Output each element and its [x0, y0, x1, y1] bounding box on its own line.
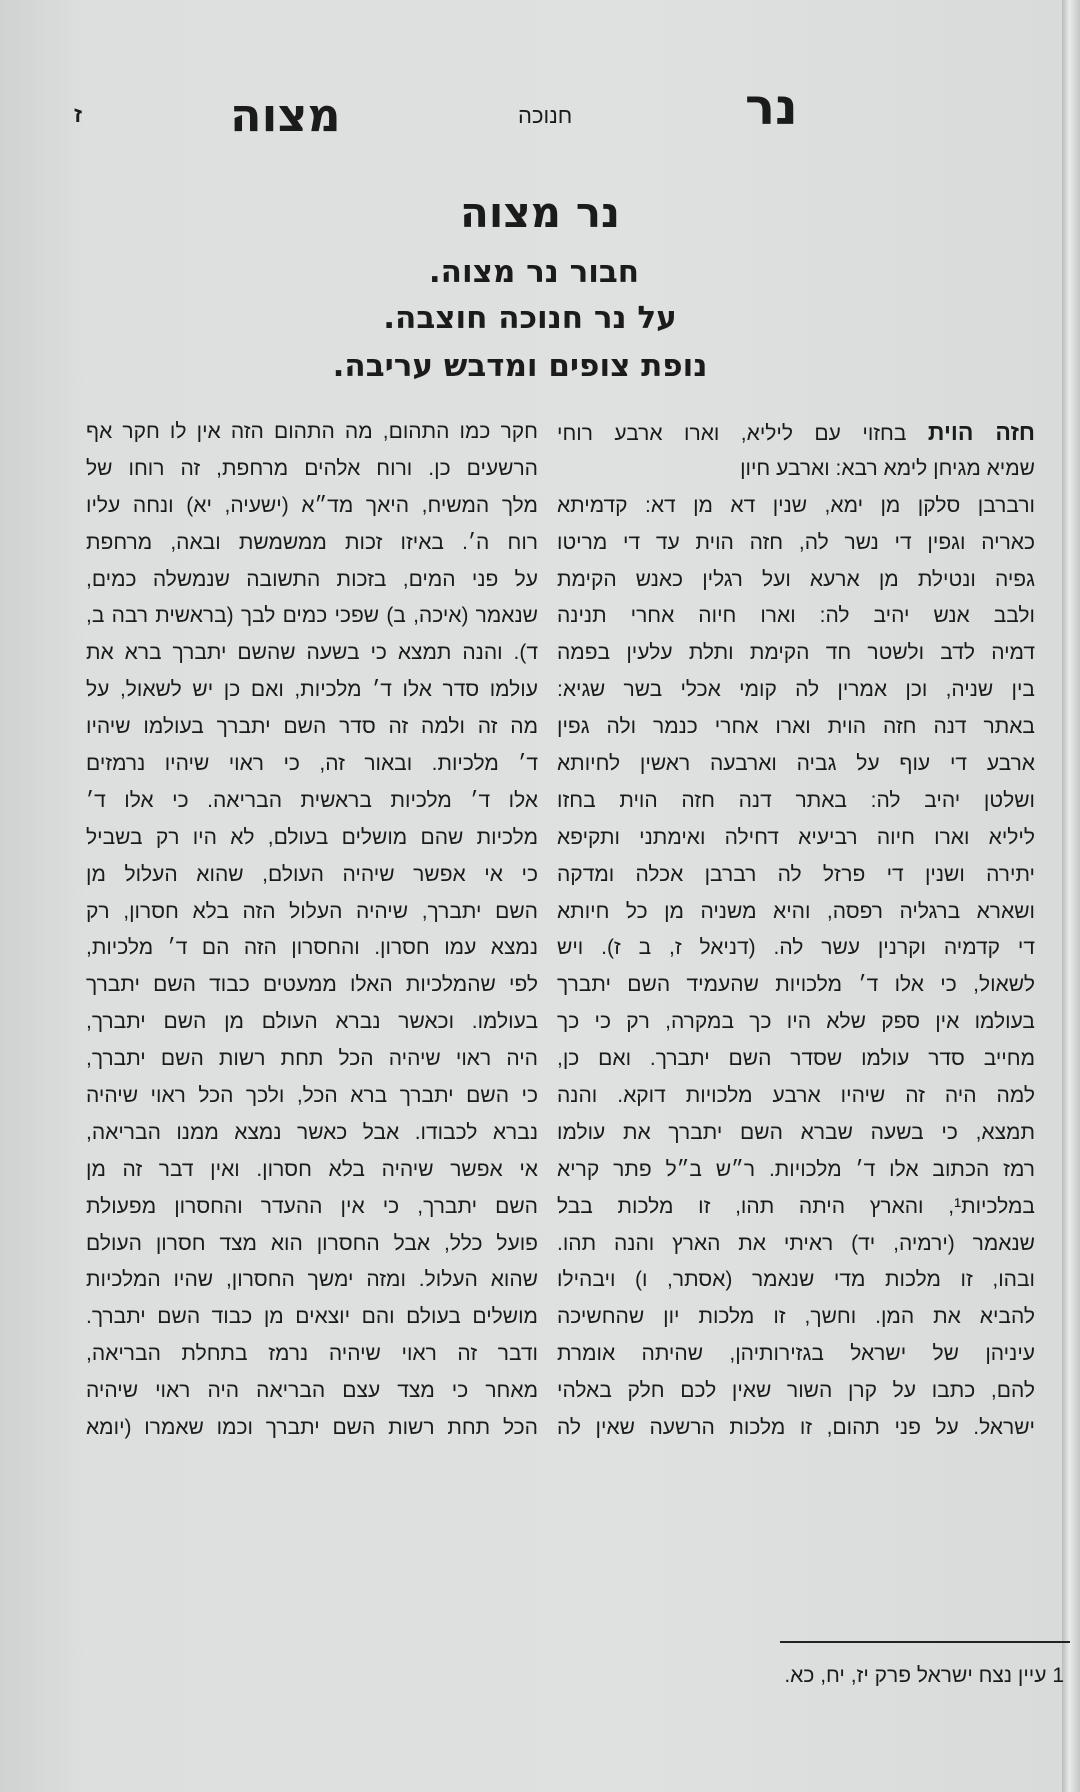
text-line: אלו ד׳ מלכיות בראשית הבריאה. כי אלו ד׳ — [86, 788, 538, 812]
text-line: בעולמו. וכאשר נברא העולם מן השם יתברך, — [86, 1010, 538, 1034]
subtitle-line: נופת צופים ומדבש עריבה. — [332, 348, 708, 384]
text-line: מאחר כי מצד עצם הבריאה היה ראוי שיהיה — [86, 1379, 538, 1403]
text-line: במלכיות¹, והארץ היתה תהו, זו מלכות בבל — [557, 1194, 1035, 1218]
text-line: על פני המים, בזכות התשובה שנמשלה כמים, — [86, 567, 538, 591]
line-text: בחזוי עם ליליא, וארו ארבע רוחי — [557, 422, 907, 445]
text-line: הכל תחת רשות השם יתברך וכמו שאמרו (יומא — [86, 1416, 538, 1440]
text-line: ד׳ מלכיות. ובאור זה, כי ראוי שיהיו נרמזים — [86, 752, 538, 776]
text-line: פועל כלל, אבל החסרון הוא מצד חסרון העולם — [86, 1231, 538, 1255]
text-line: ורברבן סלקן מן ימא, שנין דא מן דא: קדמיתא — [557, 493, 1035, 517]
text-line: עיניהן של ישראל בגזירותיהן, שהיתה אומרת — [557, 1342, 1035, 1366]
text-line: באתר דנה חזה הוית וארו אחרי כנמר ולה גפין — [557, 715, 1035, 739]
running-title-right: נר — [745, 78, 798, 136]
text-line: היה ראוי שיהיה הכל תחת רשות השם יתברך, — [86, 1047, 538, 1071]
running-title-left: מצוה — [230, 88, 341, 142]
text-line: מלך המשיח, היאך מד״א (ישעיה, יא) ונחה עליו — [86, 493, 538, 517]
text-line: כאריה וגפין די נשר לה, חזה הוית עד די מריטו — [557, 530, 1035, 554]
text-line: ארבע די עוף על גביה וארבעה ראשין לחיותא — [557, 752, 1035, 776]
text-line: שהוא העלול. ומזה ימשך החסרון, שהיו המלכיות — [86, 1268, 538, 1292]
text-line: ובהו, זו מלכות מדי שנאמר (אסתר, ו) ויבהילו — [557, 1268, 1035, 1292]
text-line: ושלטן יהיב לה: באתר דנה חזה הוית בחזו — [557, 788, 1035, 812]
text-line: אי אפשר שיהיה בלא חסרון. ואין דבר זה מן — [86, 1157, 538, 1181]
text-line: בעולמו אין ספק שלא היו כך במקרה, רק כי כך — [557, 1010, 1035, 1034]
text-line: מושלים בעולם והם יוצאים מן כבוד השם יתברך. — [86, 1305, 538, 1329]
text-line: לשאול, כי אלו ד׳ מלכויות שהעמיד השם יתברך — [557, 973, 1035, 997]
text-line: ולבב אנש יהיב לה: וארו חיוה אחרי תנינה — [557, 604, 1035, 628]
text-line: מלכיות שהם מושלים בעולם, לא היו רק בשביל — [86, 825, 538, 849]
text-line: ושארא ברגליה רפסה, והיא משניה מן כל חיותא — [557, 899, 1035, 923]
text-line: די קדמיה וקרנין עשר לה. (דניאל ז, ב ז). ויש — [557, 936, 1035, 960]
running-center-title: חנוכה — [518, 103, 573, 128]
text-line: תמצא, כי בשעה שברא השם יתברך את עולמו — [557, 1120, 1035, 1144]
text-line: שנאמר (איכה, ב) שפכי כמים לבך (בראשית רבה ב, — [86, 604, 538, 628]
text-line: ליליא וארו חיוה רביעיא דחילה ואימתני ותקיפא — [557, 825, 1035, 849]
text-line: דמיה לדב ולשטר חד הקימת ותלת עלעין בפמה — [557, 641, 1035, 665]
text-line: הרשעים כן. ורוח אלהים מרחפת, זה רוחו של — [86, 456, 538, 480]
text-line: שמיא מגיחן לימא רבא: וארבע חיון — [740, 456, 1035, 480]
text-line: מחייב סדר עולמו שסדר השם יתברך. ואם כן, — [557, 1047, 1035, 1071]
text-line: רוח ה׳. באיזו זכות ממשמשת ובאה, מרחפת — [86, 530, 538, 554]
text-line: יתירה ושנין די פרזל לה רברבן אכלה ומדקה — [557, 862, 1035, 886]
right-text-column — [557, 414, 1035, 1447]
footnote-divider — [780, 1641, 1070, 1643]
subtitle-line: על נר חנוכה חוצבה. — [383, 300, 677, 336]
text-line: למה היה זה שיהיו ארבע מלכויות דוקא. והנה — [557, 1084, 1035, 1108]
text-line: להביא את המן. וחשך, זו מלכות יון שהחשיכה — [557, 1305, 1035, 1329]
page-number: ז — [74, 102, 83, 127]
chapter-title: נר מצוה — [459, 188, 621, 237]
text-line: ודבר זה ראוי שיהיה נרמז בתחלת הבריאה, — [86, 1342, 538, 1366]
text-line: גפיה ונטילת מן ארעא ועל רגלין כאנש הקימת — [557, 567, 1035, 591]
text-line: שנאמר (ירמיה, יד) ראיתי את הארץ והנה תהו. — [557, 1231, 1035, 1255]
lead-words: חזה הוית — [927, 419, 1035, 445]
text-line: עולמו סדר אלו ד׳ מלכיות, ואם כן יש לשאול, על — [86, 678, 538, 702]
text-line: השם יתברך, שיהיה העלול הזה בלא חסרון, רק — [86, 899, 538, 923]
text-line: נמצא עמו חסרון. והחסרון הזה הם ד׳ מלכיות, — [86, 936, 538, 960]
text-line: להם, כתבו על קרן השור שאין לכם חלק באלהי — [557, 1379, 1035, 1403]
text-line: כי אי אפשר שיהיה העולם, שהוא העלול מן — [86, 862, 538, 886]
footnote: 1 עיין נצח ישראל פרק יז, יח, כא. — [784, 1664, 1064, 1687]
text-line: ד). והנה תמצא כי בשעה שהשם יתברך ברא את — [86, 641, 538, 665]
subtitle-line: חבור נר מצוה. — [428, 254, 640, 290]
text-line: לפי שהמלכיות האלו ממעטים כבוד השם יתברך — [86, 973, 538, 997]
text-line — [557, 414, 1035, 451]
text-line: נברא לכבודו. אבל כאשר נמצא ממנו הבריאה, — [86, 1120, 538, 1144]
text-line: השם יתברך, כי אין ההעדר והחסרון מפעולת — [86, 1194, 538, 1218]
text-line: בין שניה, וכן אמרין לה קומי אכלי בשר שגיא: — [557, 678, 1035, 702]
text-line: ישראל. על פני תהום, זו מלכות הרשעה שאין לה — [557, 1416, 1035, 1440]
text-line: רמז הכתוב אלו ד׳ מלכויות. ר״ש ב״ל פתר קריא — [557, 1157, 1035, 1181]
text-line: כי השם יתברך ברא הכל, ולכך הכל ראוי שיהיה — [86, 1084, 538, 1108]
text-line: מה זה ולמה זה סדר השם יתברך בעולמו שיהיו — [86, 715, 538, 739]
text-line: חקר כמו התהום, מה התהום הזה אין לו חקר אף — [86, 420, 538, 443]
left-text-column — [86, 414, 538, 1447]
